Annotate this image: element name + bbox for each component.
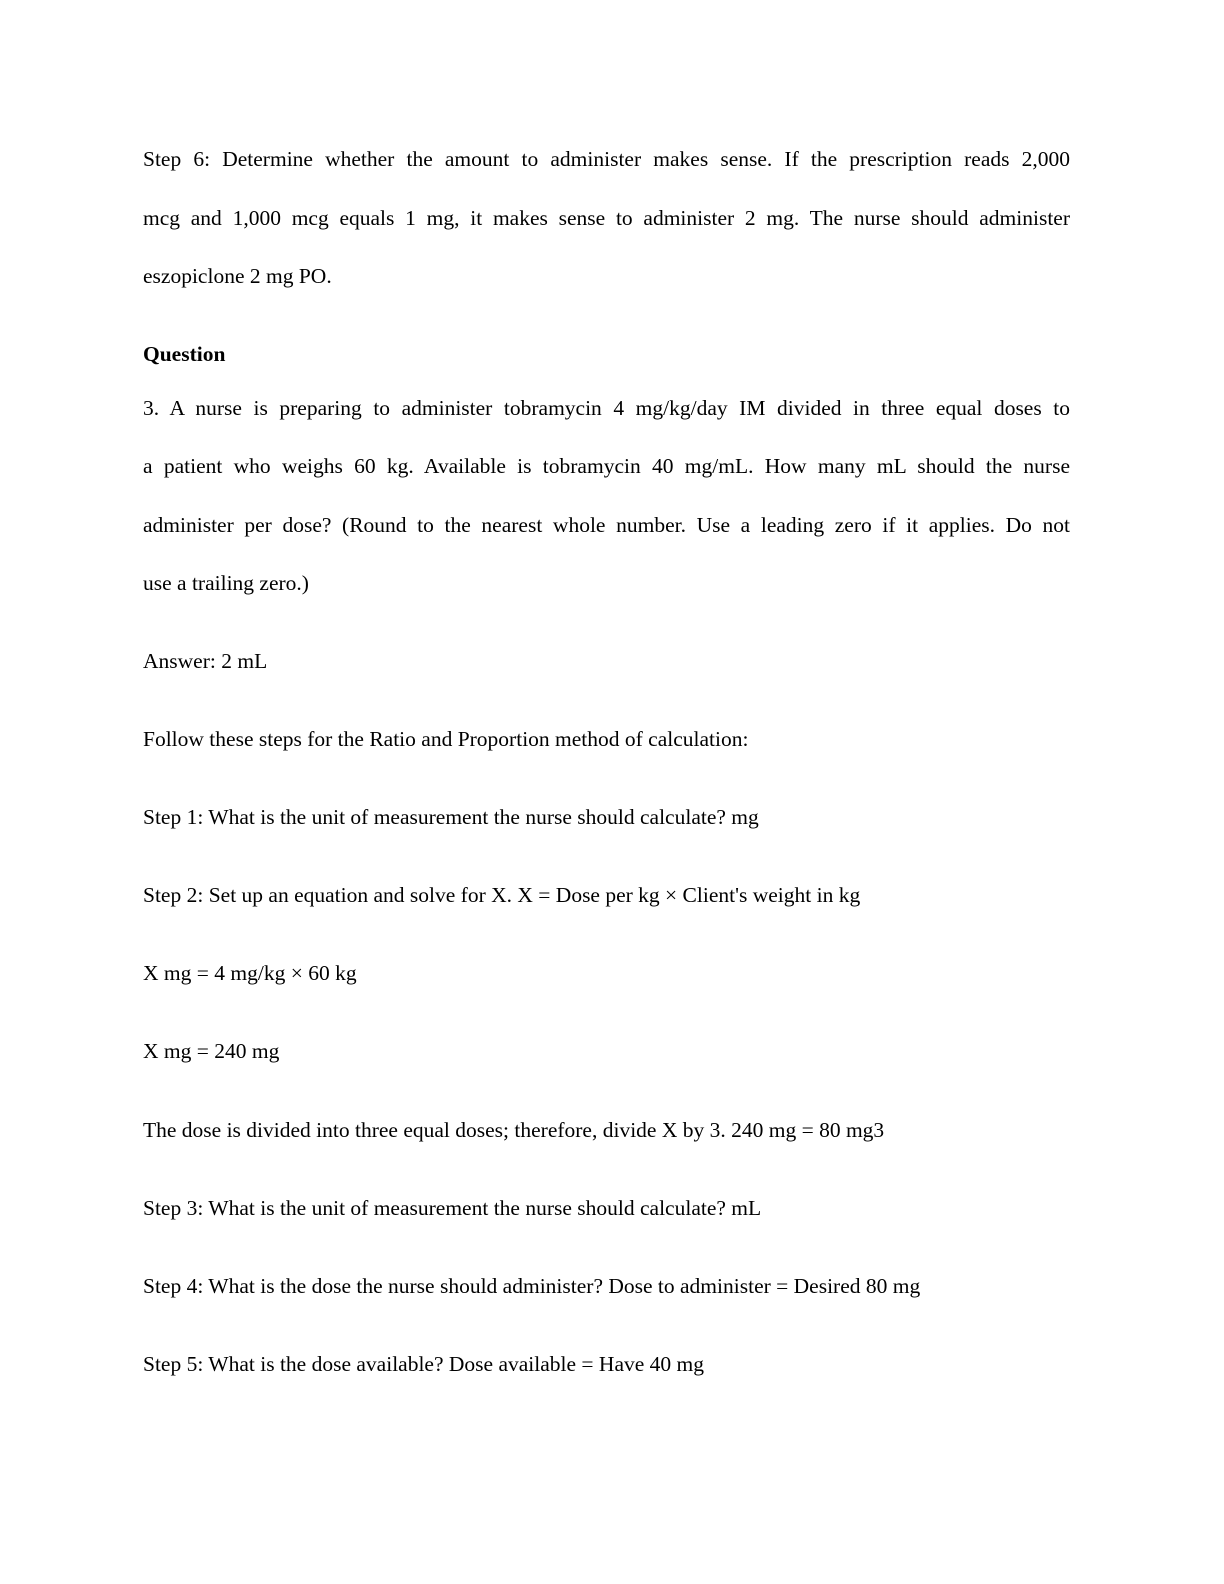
step6-line-2: mcg and 1,000 mcg equals 1 mg, it makes sense to administer 2 mg. The nurse should administer: [143, 206, 1070, 230]
step-2: Step 2: Set up an equation and solve for X. X = Dose per kg × Client's weight in kg: [143, 883, 861, 907]
step6-line-3: eszopiclone 2 mg PO.: [143, 264, 332, 288]
step-1: Step 1: What is the unit of measurement the nurse should calculate? mg: [143, 805, 759, 829]
question-line-3: administer per dose? (Round to the nearest whole number. Use a leading zero if it applies. Do not: [143, 513, 1070, 537]
divide-statement: The dose is divided into three equal doses; therefore, divide X by 3. 240 mg = 80 mg3: [143, 1118, 885, 1142]
step-3: Step 3: What is the unit of measurement the nurse should calculate? mL: [143, 1196, 762, 1220]
method-intro: Follow these steps for the Ratio and Proportion method of calculation:: [143, 727, 749, 751]
question-heading: Question: [143, 342, 226, 366]
step-4: Step 4: What is the dose the nurse should administer? Dose to administer = Desired 80 mg: [143, 1274, 921, 1298]
equation-1: X mg = 4 mg/kg × 60 kg: [143, 961, 357, 985]
equation-2: X mg = 240 mg: [143, 1039, 280, 1063]
question-line-4: use a trailing zero.): [143, 571, 309, 595]
step6-line-1: Step 6: Determine whether the amount to administer makes sense. If the prescription reads 2,000: [143, 147, 1070, 171]
question-line-2: a patient who weighs 60 kg. Available is tobramycin 40 mg/mL. How many mL should the nurse: [143, 454, 1070, 478]
question-line-1: 3. A nurse is preparing to administer tobramycin 4 mg/kg/day IM divided in three equal doses to: [143, 396, 1070, 420]
answer-text: Answer: 2 mL: [143, 649, 268, 673]
step-5: Step 5: What is the dose available? Dose available = Have 40 mg: [143, 1352, 705, 1376]
